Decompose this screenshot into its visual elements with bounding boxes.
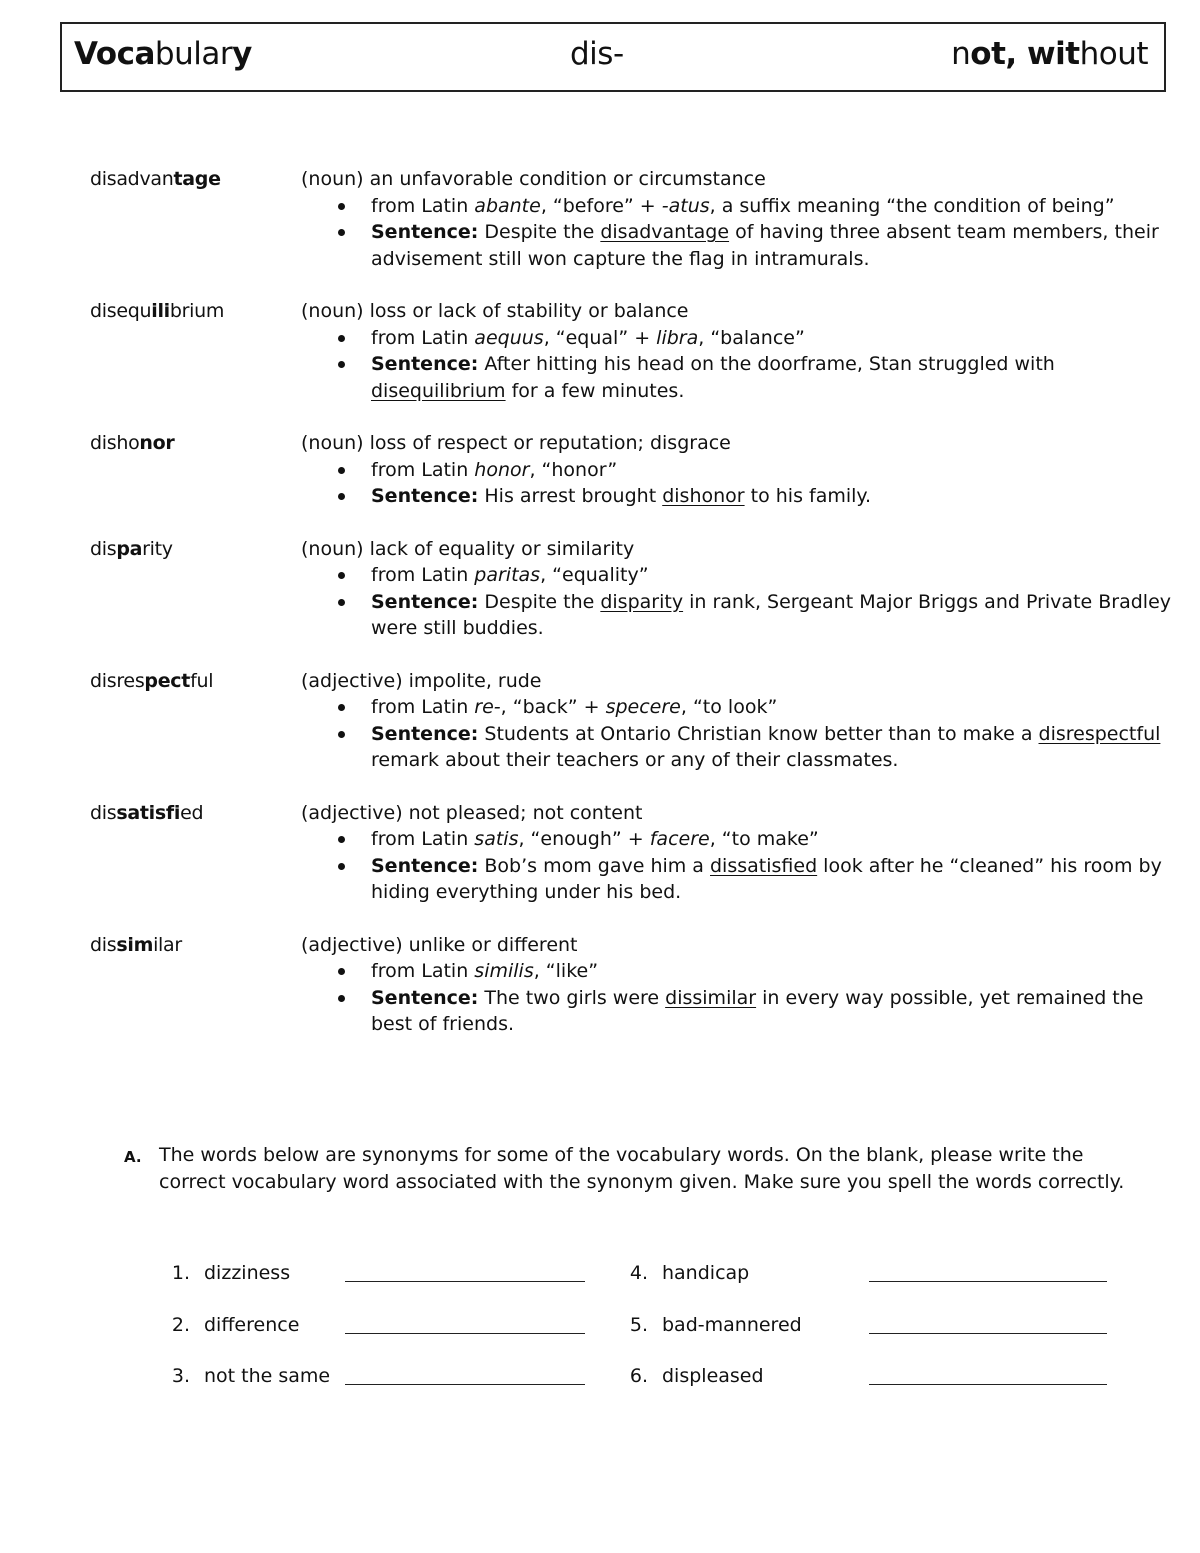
vocab-entry-disparity (90, 536, 1180, 642)
sentence-item: Sentence: After hitting his head on the doorframe, Stan struggled with disequilibrium for a few minutes. (371, 351, 1180, 404)
vocabulary-list (90, 166, 1180, 1064)
header-prefix: dis- (570, 36, 624, 72)
vocab-word: disrespectful (90, 669, 214, 692)
definition-text: (noun) lack of equality or similarity (301, 537, 635, 560)
answer-blank-1[interactable] (345, 1281, 585, 1282)
sentence-item: Sentence: His arrest brought dishonor to his family. (371, 483, 1180, 510)
definition-text: (adjective) not pleased; not content (301, 801, 643, 824)
vocab-definition-block (301, 536, 1180, 642)
vocab-word: disadvantage (90, 168, 221, 190)
sentence-item: Sentence: Despite the disadvantage of having three absent team members, their advisement still won capture the flag in intramurals. (371, 219, 1180, 272)
vocab-entry-dissatisfied (90, 800, 1180, 906)
answer-blank-4[interactable] (869, 1281, 1107, 1282)
vocab-word: disparity (90, 537, 173, 560)
etymology-item: from Latin similis, “like” (371, 958, 1180, 985)
vocab-definition-block (301, 166, 1180, 272)
definition-text: (adjective) impolite, rude (301, 669, 542, 692)
sentence-item: Sentence: The two girls were dissimilar in every way possible, yet remained the best of friends. (371, 985, 1180, 1038)
header-meaning: not, without (951, 36, 1148, 72)
section-letter: A. (124, 1148, 142, 1166)
vocab-definition-block (301, 800, 1180, 906)
etymology-item: from Latin abante, “before” + -atus, a suffix meaning “the condition of being” (371, 193, 1180, 220)
vocab-definition-block (301, 430, 1180, 510)
vocab-entry-disrespectful (90, 668, 1180, 774)
vocab-word: dishonor (90, 432, 175, 454)
vocab-entry-disadvantage (90, 166, 1180, 272)
sentence-item: Sentence: Students at Ontario Christian know better than to make a disrespectful remark about their teachers or any of their classmates. (371, 721, 1180, 774)
etymology-item: from Latin aequus, “equal” + libra, “balance” (371, 325, 1180, 352)
header-title: Vocabulary (74, 36, 252, 72)
vocab-entry-dissimilar (90, 932, 1180, 1038)
vocab-definition-block (301, 298, 1180, 404)
vocab-word: dissatisfied (90, 801, 204, 824)
etymology-item: from Latin satis, “enough” + facere, “to make” (371, 826, 1180, 853)
definition-text: (noun) an unfavorable condition or circumstance (301, 168, 766, 190)
answer-blank-6[interactable] (869, 1384, 1107, 1385)
vocab-entry-disequilibrium (90, 298, 1180, 404)
answer-blank-2[interactable] (345, 1333, 585, 1334)
vocab-entry-dishonor (90, 430, 1180, 510)
section-instructions: The words below are synonyms for some of the vocabulary words. On the blank, please write the correct vocabulary word associated with the synonym given. Make sure you spell the words correctly. (159, 1144, 1125, 1193)
vocab-definition-block (301, 668, 1180, 774)
sentence-item: Sentence: Bob’s mom gave him a dissatisfied look after he “cleaned” his room by hiding everything under his bed. (371, 853, 1180, 906)
answer-blank-3[interactable] (345, 1384, 585, 1385)
header-box (60, 22, 1166, 92)
exercise-section-a (124, 1142, 1134, 1195)
vocab-definition-block (301, 932, 1180, 1038)
definition-text: (adjective) unlike or different (301, 933, 578, 956)
etymology-item: from Latin paritas, “equality” (371, 562, 1180, 589)
vocab-word: dissimilar (90, 933, 182, 956)
etymology-item: from Latin re-, “back” + specere, “to look” (371, 694, 1180, 721)
etymology-item: from Latin honor, “honor” (371, 457, 1180, 484)
definition-text: (noun) loss or lack of stability or balance (301, 300, 689, 322)
sentence-item: Sentence: Despite the disparity in rank, Sergeant Major Briggs and Private Bradley were still buddies. (371, 589, 1180, 642)
vocab-word: disequilibrium (90, 300, 225, 322)
answer-blank-5[interactable] (869, 1333, 1107, 1334)
definition-text: (noun) loss of respect or reputation; disgrace (301, 432, 731, 454)
